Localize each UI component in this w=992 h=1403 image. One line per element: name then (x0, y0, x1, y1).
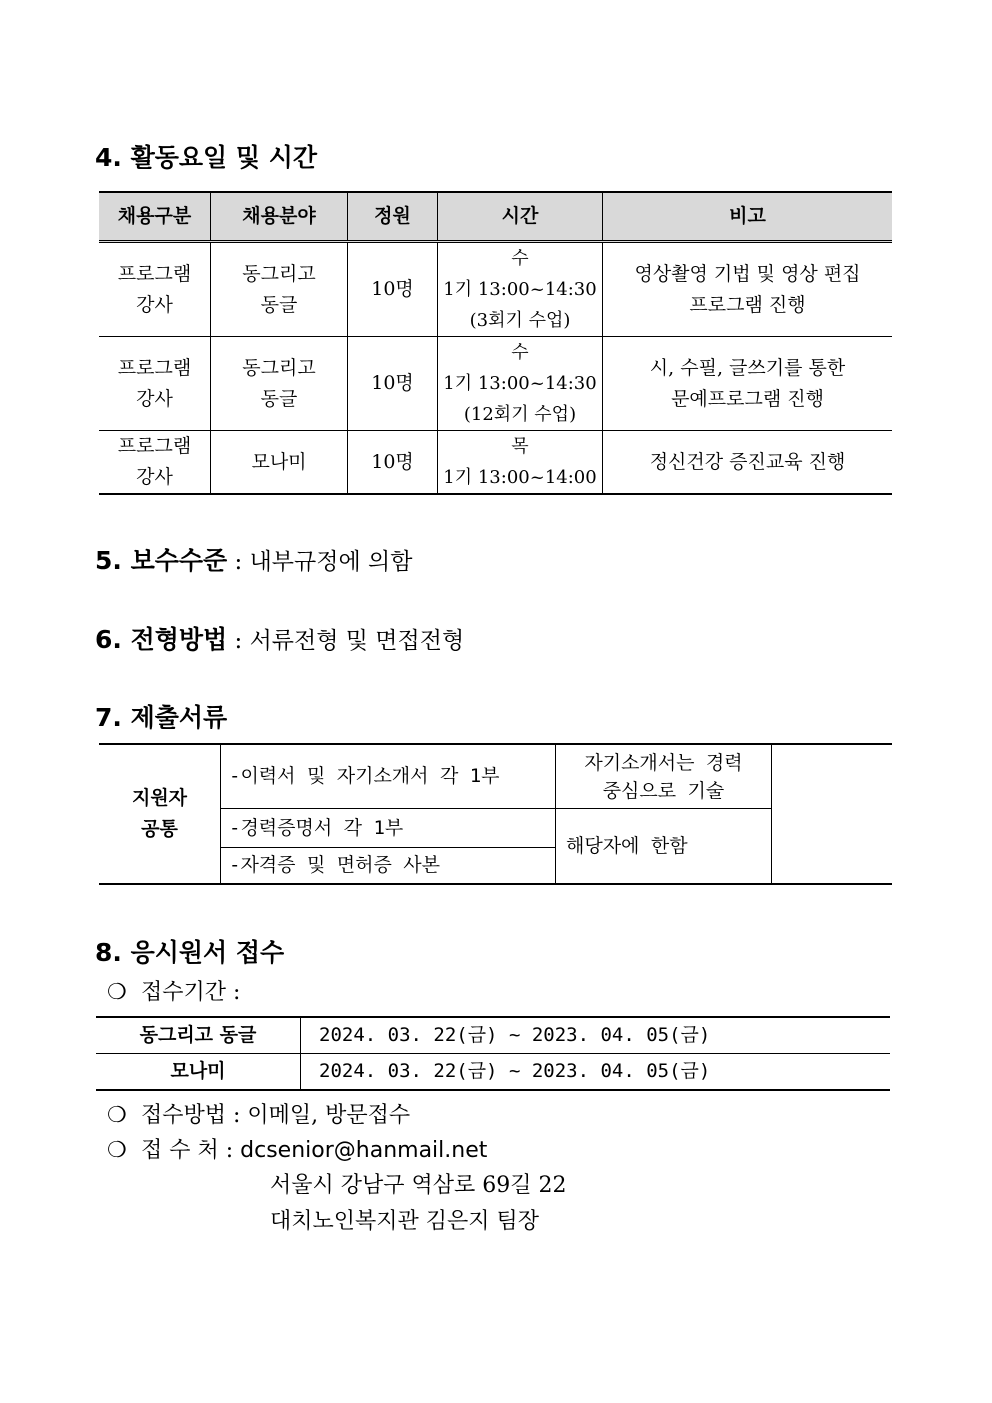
document-item: -이력서 및 자기소개서 각 1부 (221, 744, 556, 809)
circle-bullet-icon: ❍ (107, 1138, 127, 1163)
header-field: 채용분야 (211, 192, 348, 242)
header-type: 채용구분 (99, 192, 211, 242)
document-note: 자기소개서는 경력 중심으로 기술 (556, 744, 772, 809)
table-row (99, 242, 892, 337)
cell-capacity: 10명 (348, 431, 438, 495)
table-row (99, 431, 892, 495)
place-line: ❍ 접 수 처 : dcsenior@hanmail.net (107, 1138, 488, 1163)
address-line: 서울시 강남구 역삼로 69길 22 (270, 1173, 567, 1198)
cell-type: 프로그램 강사 (99, 337, 211, 431)
cell-type: 프로그램 강사 (99, 431, 211, 495)
cell-note: 시, 수필, 글쓰기를 통한 문예프로그램 진행 (603, 337, 893, 431)
document-item: -경력증명서 각 1부 (221, 809, 556, 848)
table-row (99, 337, 892, 431)
section7-title: 7. 제출서류 (95, 703, 228, 732)
applicant-common-label: 지원자 공통 (99, 744, 221, 884)
documents-table (99, 743, 892, 885)
section4-title: 4. 활동요일 및 시간 (95, 143, 318, 172)
header-capacity: 정원 (348, 192, 438, 242)
cell-time: 수 1기 13:00~14:30 (12회기 수업) (438, 337, 603, 431)
cell-field: 모나미 (211, 431, 348, 495)
table-row (96, 1054, 890, 1091)
cell-note: 영상촬영 기법 및 영상 편집 프로그램 진행 (603, 242, 893, 337)
header-time: 시간 (438, 192, 603, 242)
cell-capacity: 10명 (348, 337, 438, 431)
method-line: ❍ 접수방법 : 이메일, 방문접수 (107, 1103, 411, 1128)
cell-type: 프로그램 강사 (117, 262, 192, 316)
period-label: ❍ 접수기간 : (107, 980, 241, 1005)
period-dates: 2024. 03. 22(금) ~ 2023. 04. 05(금) (319, 1024, 711, 1046)
cell-field: 동그리고 동글 (211, 242, 348, 337)
document-note: 해당자에 한함 (556, 809, 772, 885)
circle-bullet-icon: ❍ (107, 980, 127, 1005)
table-row (99, 744, 892, 809)
section6-title: 6. 전형방법 : 서류전형 및 면접전형 (95, 625, 465, 654)
empty-cell (772, 744, 893, 884)
circle-bullet-icon: ❍ (107, 1103, 127, 1128)
program-name: 모나미 (96, 1054, 301, 1091)
section8-title: 8. 응시원서 접수 (95, 938, 285, 967)
email-address[interactable]: dcsenior@hanmail.net (240, 1138, 488, 1163)
cell-field: 동그리고 동글 (211, 337, 348, 431)
period-table (96, 1016, 890, 1091)
contact-line: 대치노인복지관 김은지 팀장 (270, 1209, 540, 1234)
cell-time: 목 1기 13:00~14:00 (438, 431, 603, 495)
program-name: 동그리고 동글 (96, 1017, 301, 1054)
cell-capacity: 10명 (348, 242, 438, 337)
table-row (96, 1017, 890, 1054)
schedule-table (99, 191, 892, 495)
period-dates: 2024. 03. 22(금) ~ 2023. 04. 05(금) (301, 1054, 891, 1091)
section5-title: 5. 보수수준 : 내부규정에 의함 (95, 546, 413, 575)
table-header-row (99, 192, 892, 242)
header-note: 비고 (603, 192, 893, 242)
cell-note: 정신건강 증진교육 진행 (603, 431, 893, 495)
document-item: -자격증 및 면허증 사본 (221, 848, 556, 885)
cell-time: 수 1기 13:00~14:30 (3회기 수업) (438, 242, 603, 337)
